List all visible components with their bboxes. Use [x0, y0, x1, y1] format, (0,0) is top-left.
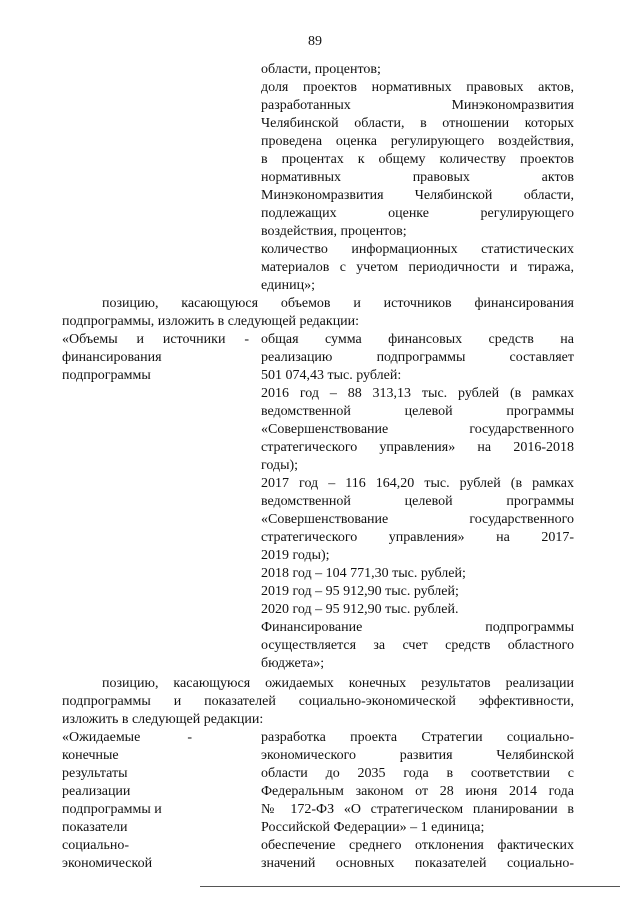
block2-line: «Совершенствование государственного — [261, 422, 574, 437]
block3-line: Российской Федерации» – 1 единица; — [261, 820, 485, 835]
block3-label-line: показатели — [62, 820, 128, 835]
paragraph-line: подпрограммы и показателей социально-экономической эффективности, — [62, 694, 574, 709]
block3-line: Федеральным законом от 28 июня 2014 года — [261, 784, 574, 799]
page-number: 89 — [308, 34, 322, 49]
block2-line: «Совершенствование государственного — [261, 512, 574, 527]
block2-line: осуществляется за счет средств областного — [261, 638, 574, 653]
block2-line: 2019 годы); — [261, 548, 330, 563]
block2-line: ведомственной целевой программы — [261, 404, 574, 419]
block3-line: разработка проекта Стратегии социально- — [261, 730, 574, 745]
block1-line: нормативных правовых актов — [261, 170, 574, 185]
block2-label-line: подпрограммы — [62, 368, 151, 383]
block3-line: № 172-ФЗ «О стратегическом планировании в — [261, 802, 574, 817]
paragraph-line: позицию, касающуюся ожидаемых конечных результатов реализации — [102, 676, 574, 691]
block3-label-line: конечные — [62, 748, 119, 763]
block2-line: годы); — [261, 458, 299, 473]
block3-line: области до 2035 года в соответствии с — [261, 766, 574, 781]
block2-label-line: финансирования — [62, 350, 162, 365]
block2-line: реализацию подпрограммы составляет — [261, 350, 574, 365]
block3-label-line: результаты — [62, 766, 128, 781]
block1-line: подлежащих оценке регулирующего — [261, 206, 574, 221]
block2-line: 501 074,43 тыс. рублей: — [261, 368, 402, 383]
block1-line: проведена оценка регулирующего воздействия, — [261, 134, 574, 149]
block2-label-line: «Объемы и источники - — [62, 332, 249, 347]
block1-line: в процентах к общему количеству проектов — [261, 152, 574, 167]
block2-line: ведомственной целевой программы — [261, 494, 574, 509]
block2-line: 2019 год – 95 912,90 тыс. рублей; — [261, 584, 459, 599]
block3-label-line: реализации — [62, 784, 131, 799]
block2-line: бюджета»; — [261, 656, 325, 671]
block1-line: количество информационных статистических — [261, 242, 574, 257]
block2-line: общая сумма финансовых средств на — [261, 332, 574, 347]
block1-line: Минэкономразвития Челябинской области, — [261, 188, 574, 203]
block2-line: стратегического управления» на 2017- — [261, 530, 574, 545]
block1-line: материалов с учетом периодичности и тиража, — [261, 260, 574, 275]
block2-line: 2018 год – 104 771,30 тыс. рублей; — [261, 566, 466, 581]
block3-line: обеспечение среднего отклонения фактических — [261, 838, 574, 853]
block3-line: экономического развития Челябинской — [261, 748, 574, 763]
block2-line: 2016 год – 88 313,13 тыс. рублей (в рамках — [261, 386, 574, 401]
paragraph-line: подпрограммы, изложить в следующей редакции: — [62, 314, 360, 329]
footer-divider — [200, 886, 620, 887]
block3-line: значений основных показателей социально- — [261, 856, 574, 871]
paragraph-line: изложить в следующей редакции: — [62, 712, 264, 727]
block3-label-line: подпрограммы и — [62, 802, 162, 817]
block2-line: Финансирование подпрограммы — [261, 620, 574, 635]
block1-line: воздействия, процентов; — [261, 224, 407, 239]
block1-line: доля проектов нормативных правовых актов, — [261, 80, 574, 95]
block3-label-line: «Ожидаемые - — [62, 730, 192, 745]
block1-line: разработанных Минэкономразвития — [261, 98, 574, 113]
block2-line: 2017 год – 116 164,20 тыс. рублей (в рамках — [261, 476, 574, 491]
block2-line: 2020 год – 95 912,90 тыс. рублей. — [261, 602, 459, 617]
block3-label-line: экономической — [62, 856, 153, 871]
paragraph-line: позицию, касающуюся объемов и источников финансирования — [102, 296, 574, 311]
block2-line: стратегического управления» на 2016-2018 — [261, 440, 574, 455]
block1-line: Челябинской области, в отношении которых — [261, 116, 574, 131]
block1-line: единиц»; — [261, 278, 316, 293]
block3-label-line: социально- — [62, 838, 130, 853]
block1-line: области, процентов; — [261, 62, 381, 77]
